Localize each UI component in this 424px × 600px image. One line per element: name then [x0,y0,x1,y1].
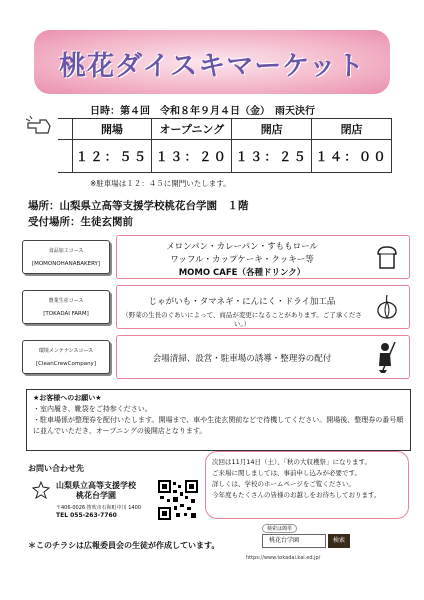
search-field[interactable]: 桃花台学園 [262,534,326,548]
footer-note: ＊このチラシは広報委員会の生徒が作成しています。 [28,541,220,550]
bread-icon [375,244,399,270]
course-tag-food: 食品加工コース [MOMONOHANABAKERY] [22,240,110,274]
header-close: 閉店 [312,119,392,140]
school-url[interactable]: https://www.tokadai.kai.ed.jp/ [246,555,321,561]
search-button[interactable]: 検索 [328,534,350,548]
course-tag-farm: 農業生産コース [TOKADAI FARM] [22,290,110,324]
event-date: 日時：第４回 令和８年９月４日（金） 雨天決行 [90,106,315,117]
next-event-box: 次回は11月14日（土）、「秋の大収穫祭」になります。 ご来場に関しましては、事前申し込みが必要です。 詳しくは、学校のホームページをご覧ください。 今年度もたくさんの皆様のお越しをお待ちしております。 [205,451,409,519]
course-info-food: メロンパン・カレーパン・すももロール ワッフル・カップケーキ・クッキー等 MOMO CAFE（各種ドリンク） [116,235,410,279]
reception-place: 受付場所：生徒玄関前 [28,216,133,228]
schedule-table [58,118,392,173]
course-tag-maintenance: 環境メンテナンスコース [CleanCrewCompany] [22,340,110,374]
page-title: 桃花ダイスキマーケット [59,51,365,82]
contact-heading: お問い合わせ先 [28,464,84,473]
venue: 場所：山梨県立高等支援学校桃花台学園 １階 [28,200,249,212]
header-open: 開場 [72,119,152,140]
header-store-open: 開店 [232,119,312,140]
visitor-notice: ★お客様へのお願い★ ・室内履き、靴袋をご持参ください。 ・駐車場係が整理券を配付いたします。開場まで、車や生徒玄関前などで待機してください。開場後、整理券の番号順に並んでいただき、オープニングの後開店となります。 [26,389,411,451]
school-address: 〒406-0026 笛吹市石和町中川 1400 TEL 055-263-7760 [56,505,141,519]
title-banner [34,30,390,94]
school-emblem-icon [32,481,50,499]
time-close: １４：００ [312,140,392,173]
cleaner-icon [371,340,401,374]
time-open: １２：５５ [72,140,152,173]
course-info-farm: じゃがいも・タマネギ・にんにく・ドライ加工品 （野菜の生長のぐあいによって、商品が変更になることがあります。ご了承ください。） [116,285,410,329]
garlic-icon [373,292,401,320]
pointing-hand-icon [26,115,52,137]
course-info-maintenance: 会場清掃、設営・駐車場の誘導・整理券の配付 [116,335,410,379]
time-opening: １３：２０ [152,140,232,173]
header-opening: オープニング [152,119,232,140]
qr-code-icon[interactable] [158,480,198,520]
search-logo[interactable]: 検索は簡単 桃花台学園 検索 [262,524,358,552]
school-name: 山梨県立高等支援学校 桃花台学園 [56,481,136,500]
time-store-open: １３：２５ [232,140,312,173]
parking-note: ※駐車場は１２：４５に開門いたします。 [90,179,231,188]
